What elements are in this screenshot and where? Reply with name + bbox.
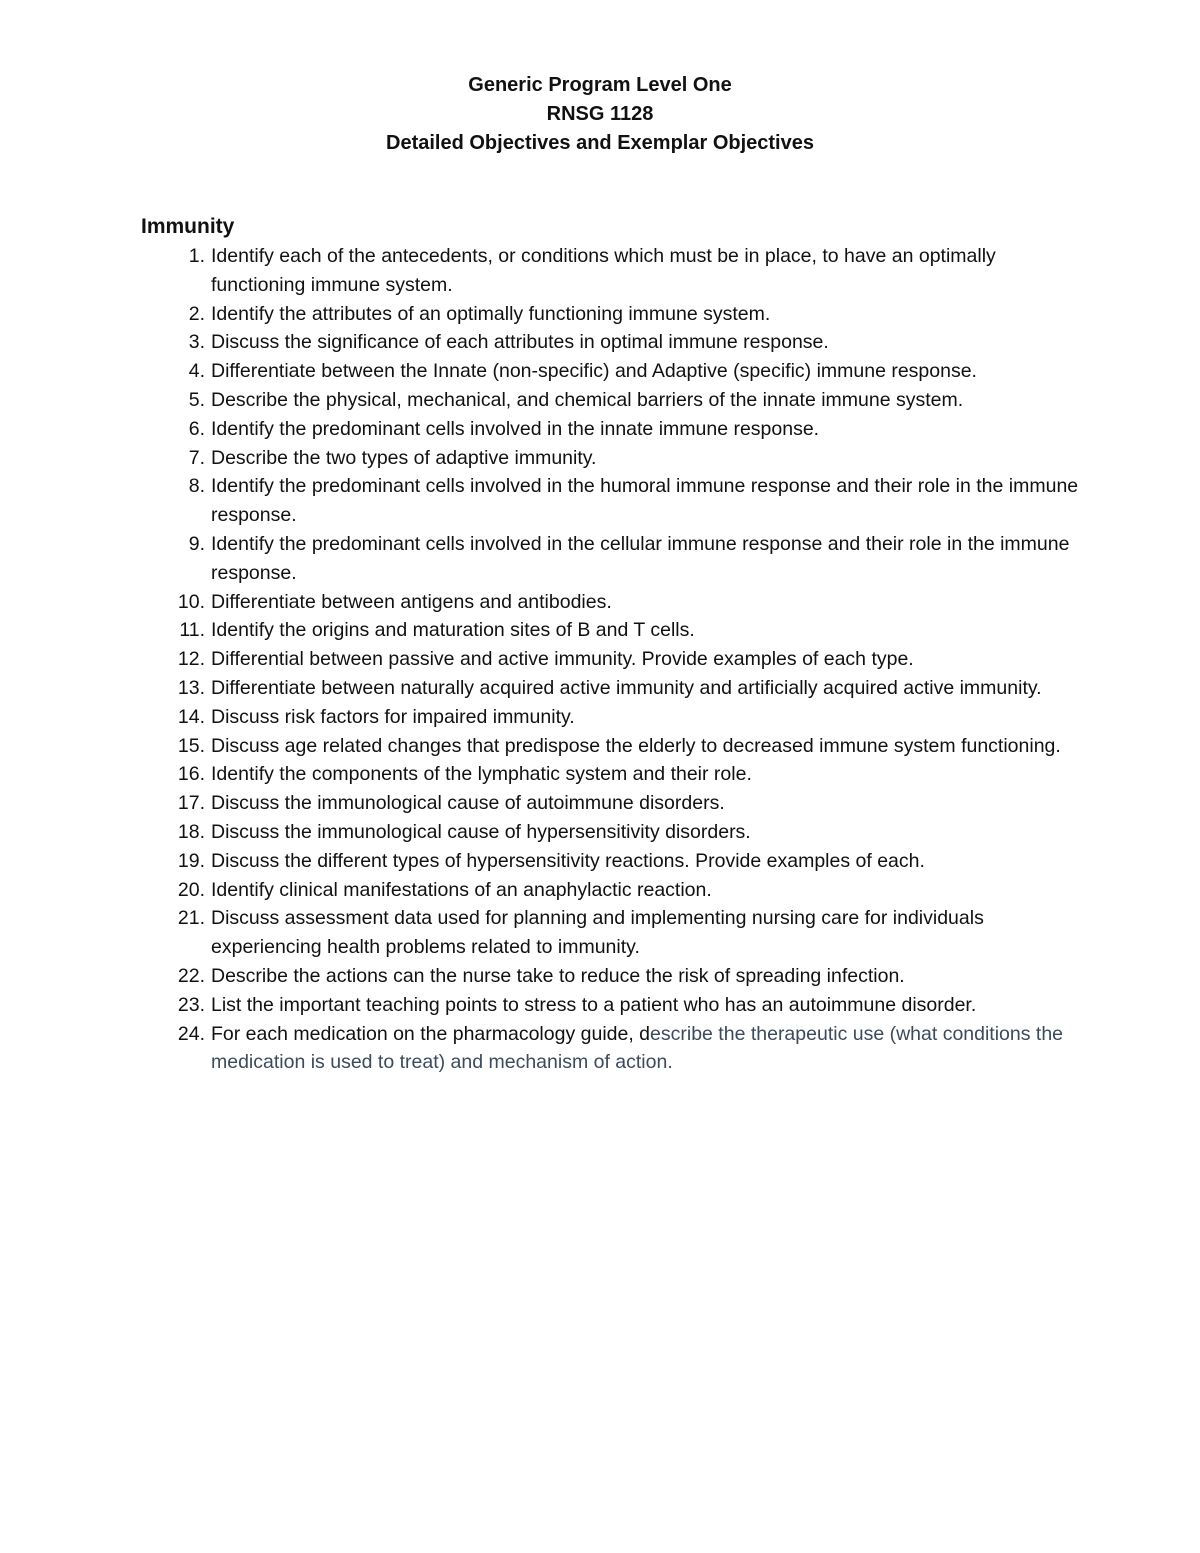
objective-item [0, 904, 1081, 962]
objective-item [0, 415, 1081, 444]
objective-item [0, 242, 1081, 300]
objective-item [0, 818, 1081, 847]
document-title: Detailed Objectives and Exemplar Objectives [386, 132, 814, 154]
objectives-list [0, 242, 1200, 1077]
objective-number: 1. [188, 245, 205, 267]
document-header [0, 71, 1200, 158]
objective-number: 15. [177, 734, 205, 757]
section-heading: Immunity [141, 215, 235, 238]
objective-number: 3. [188, 331, 205, 354]
objective-text: Differential between passive and active immunity. Provide examples of each type. [211, 648, 914, 671]
objective-text: Describe the two types of adaptive immunity. [211, 446, 597, 469]
objective-number: 9. [188, 532, 205, 555]
objective-text: Identify the predominant cells involved in the innate immune response. [211, 417, 820, 440]
objective-item [0, 1020, 1081, 1078]
objective-text: Discuss age related changes that predispose the elderly to decreased immune system functioning. [211, 734, 1061, 757]
objective-number: 8. [188, 475, 205, 498]
objective-text: List the important teaching points to stress to a patient who has an autoimmune disorder. [211, 993, 977, 1016]
objective-number: 13. [177, 676, 205, 699]
objective-text: Discuss assessment data used for planning and implementing nursing care for individuals experiencing health problems related to immunity. [211, 907, 984, 959]
objective-number: 16. [177, 763, 205, 786]
objective-number: 18. [177, 820, 205, 843]
objective-number: 6. [188, 417, 205, 440]
objective-item [0, 674, 1081, 703]
course-code: RNSG 1128 [546, 103, 654, 125]
objective-number: 7. [188, 446, 205, 469]
objective-item [0, 616, 1081, 645]
objective-number: 19. [177, 849, 205, 872]
objective-text: Identify the components of the lymphatic system and their role. [211, 763, 752, 786]
objective-number: 14. [177, 705, 205, 728]
objective-text: Discuss the immunological cause of hypersensitivity disorders. [211, 820, 751, 843]
objective-text: Discuss the different types of hypersensitivity reactions. Provide examples of each. [211, 849, 925, 872]
objective-item [0, 789, 1081, 818]
objective-item [0, 328, 1081, 357]
program-title: Generic Program Level One [468, 74, 732, 96]
objective-number: 17. [177, 792, 205, 815]
objective-number: 20. [177, 878, 205, 901]
objective-text: Discuss the significance of each attributes in optimal immune response. [211, 331, 829, 354]
objective-text [211, 1020, 1081, 1078]
objective-text: Identify each of the antecedents, or conditions which must be in place, to have an optimally functioning immune system. [211, 245, 996, 296]
objective-number: 21. [177, 907, 205, 930]
objective-item [0, 472, 1081, 530]
objective-text: Describe the actions can the nurse take to reduce the risk of spreading infection. [211, 964, 905, 987]
objective-text: Describe the physical, mechanical, and chemical barriers of the innate immune system. [211, 388, 964, 411]
objective-text: Identify the attributes of an optimally functioning immune system. [211, 302, 771, 325]
objective-item [0, 991, 1081, 1020]
objective-item [0, 645, 1081, 674]
objective-text-muted: escribe the therapeutic use (what conditions the medication is used to treat) and mechanism of action. [211, 1022, 1064, 1074]
objective-text: Differentiate between antigens and antibodies. [211, 590, 612, 613]
objective-number: 22. [177, 964, 205, 987]
objective-number: 12. [177, 648, 205, 671]
objective-number: 2. [188, 302, 205, 325]
objective-text: Identify the predominant cells involved in the humoral immune response and their role in the immune response. [211, 475, 1079, 527]
objective-item [0, 357, 1081, 386]
objective-item [0, 386, 1081, 415]
objective-item [0, 444, 1081, 473]
objective-text: Identify the origins and maturation sites of B and T cells. [211, 619, 695, 642]
objective-text: Identify clinical manifestations of an anaphylactic reaction. [211, 878, 712, 901]
objective-item [0, 847, 1081, 876]
objective-number: 23. [177, 993, 205, 1016]
objective-item [0, 962, 1081, 991]
objective-number: 10. [177, 590, 205, 613]
objective-text: Discuss risk factors for impaired immunity. [211, 705, 575, 728]
objective-item [0, 876, 1081, 905]
objective-item [0, 703, 1081, 732]
objective-text: Differentiate between the Innate (non-specific) and Adaptive (specific) immune response. [211, 360, 977, 383]
objective-text: Discuss the immunological cause of autoimmune disorders. [211, 792, 725, 815]
objective-text: Differentiate between naturally acquired active immunity and artificially acquired active immunity. [211, 676, 1042, 699]
objective-number: 5. [188, 388, 205, 411]
objective-item [0, 300, 1081, 329]
objective-number: 11. [179, 619, 205, 642]
objective-text: Identify the predominant cells involved in the cellular immune response and their role in the immune response. [211, 532, 1070, 584]
objective-item [0, 760, 1081, 789]
objective-item [0, 530, 1081, 588]
objective-number: 4. [188, 360, 205, 383]
objective-item [0, 732, 1081, 761]
objective-number: 24. [177, 1022, 205, 1045]
objective-item [0, 588, 1081, 617]
objective-text-dark: For each medication on the pharmacology guide, d [211, 1022, 651, 1045]
